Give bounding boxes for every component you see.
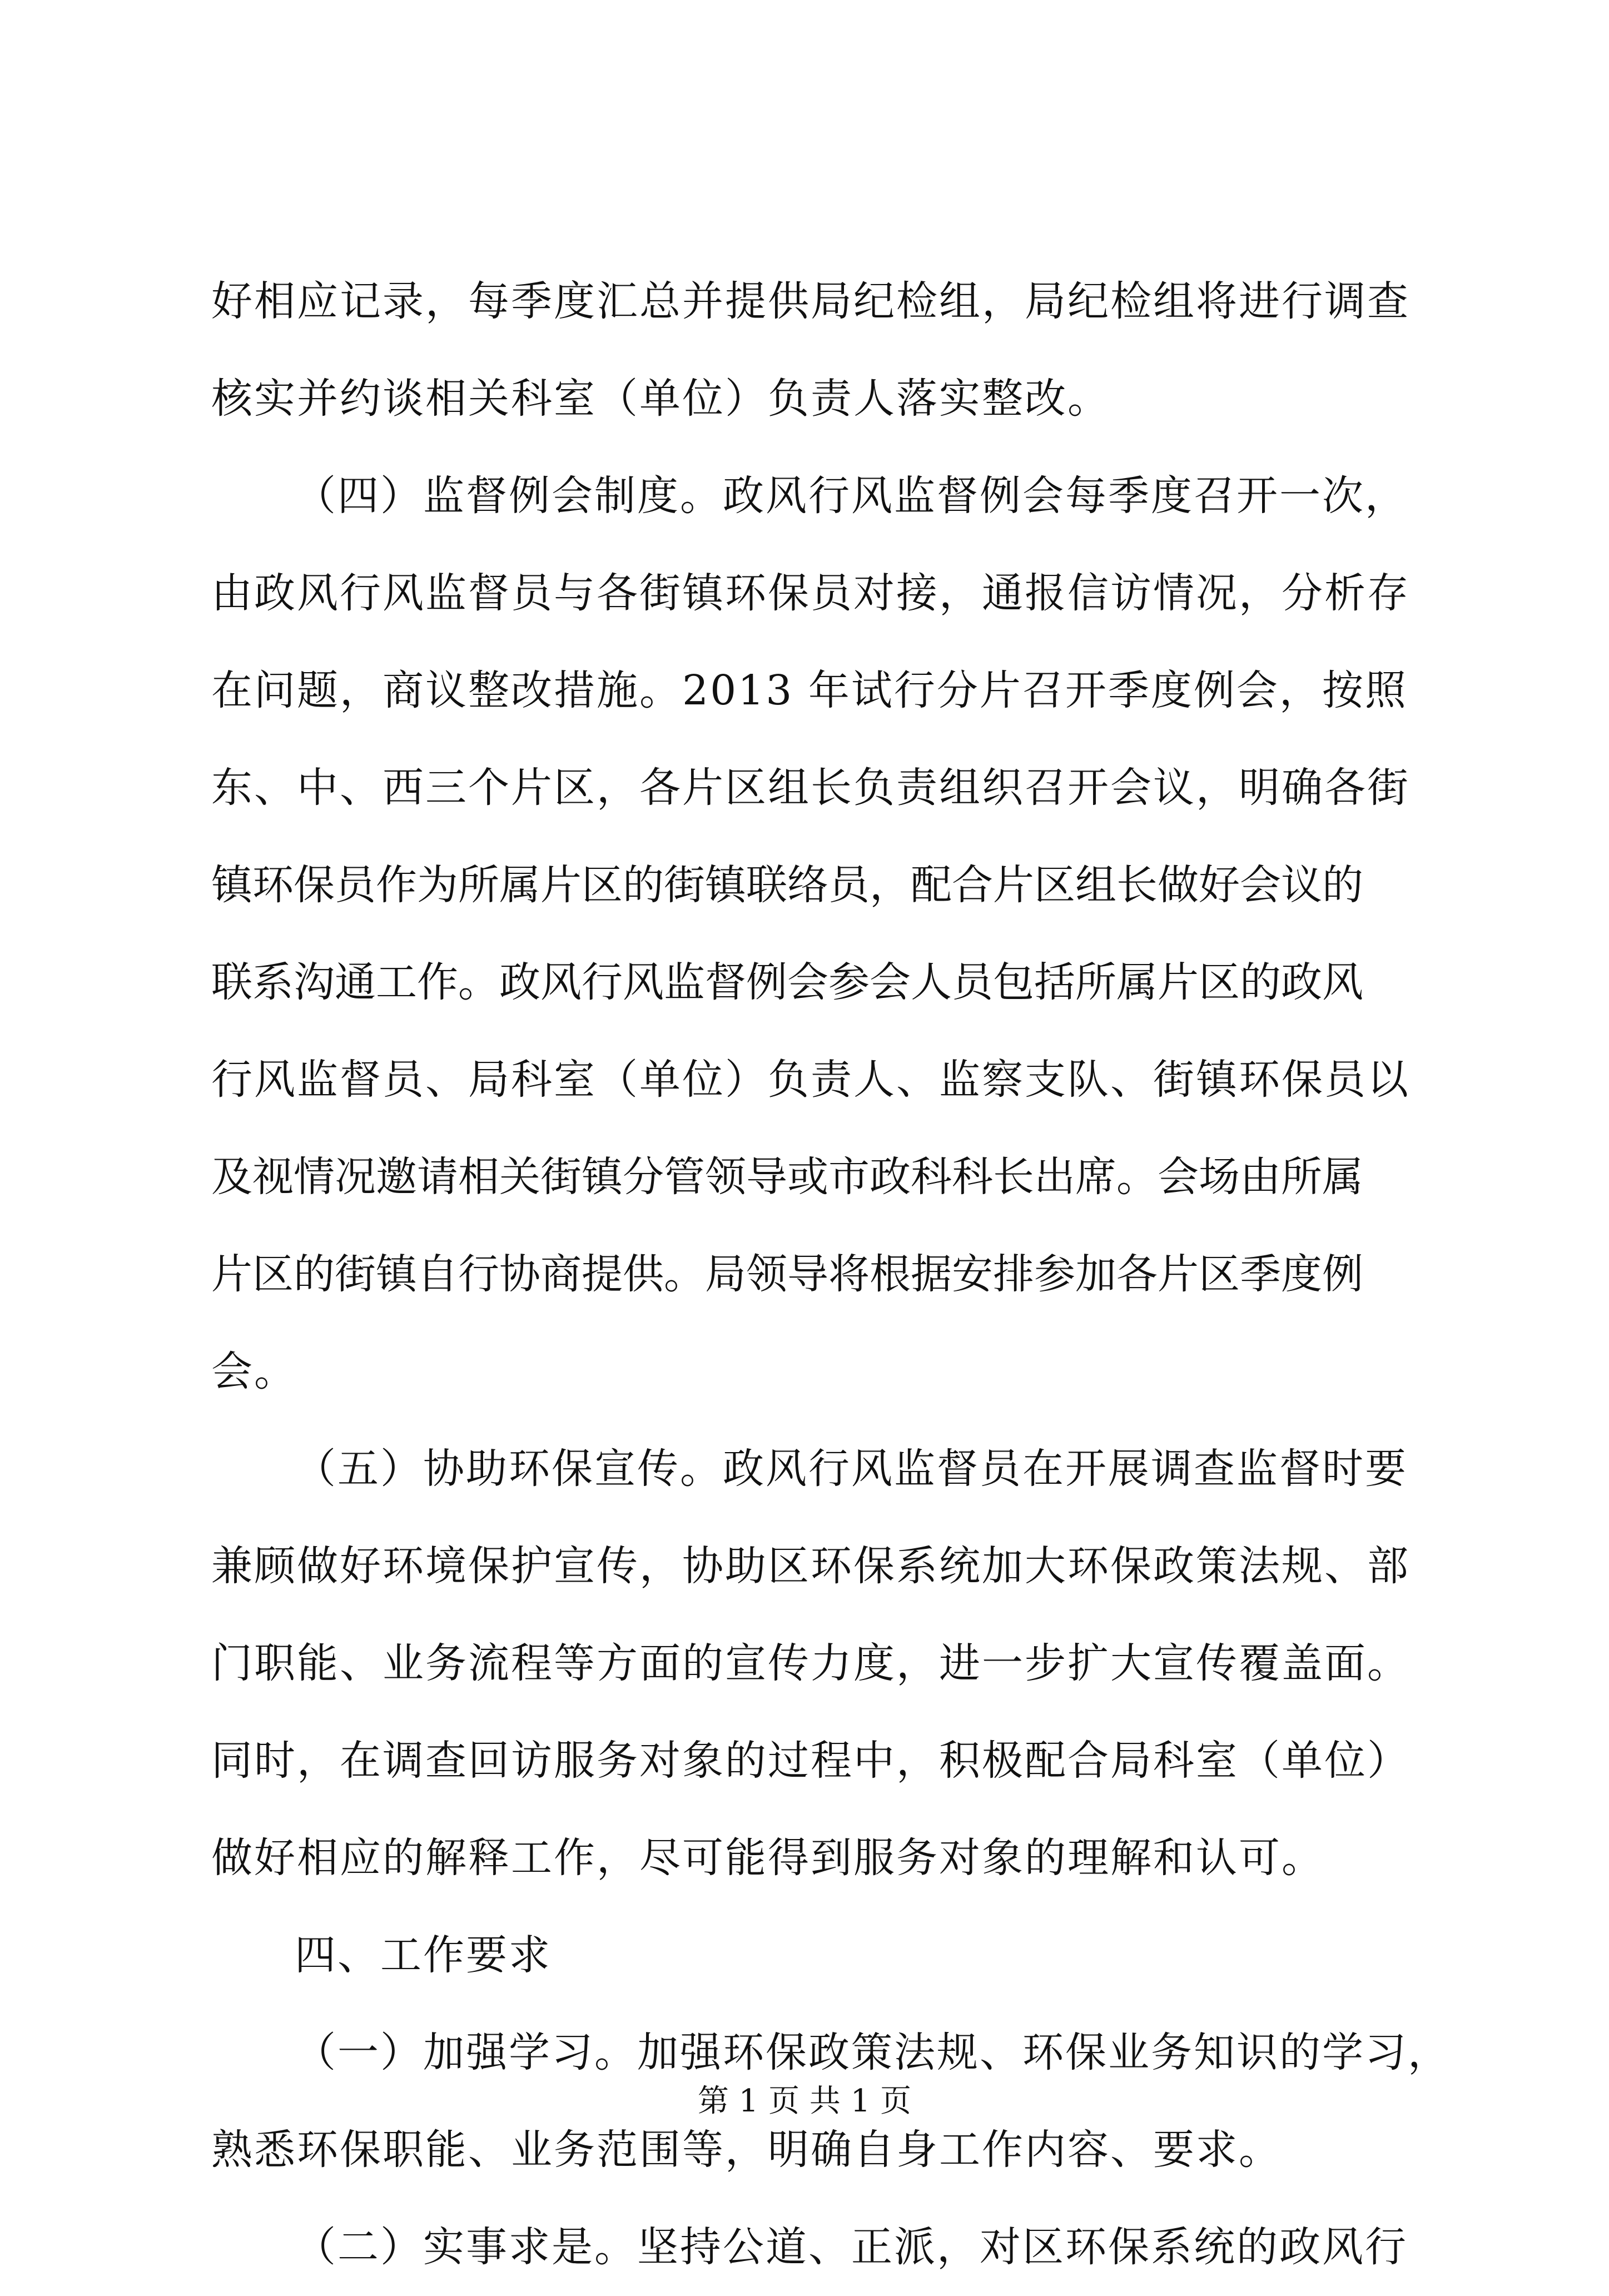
text-line: 兼顾做好环境保护宣传，协助区环保系统加大环保政策法规、部	[211, 1542, 1410, 1590]
text-line: 门职能、业务流程等方面的宣传力度，进一步扩大宣传覆盖面。	[211, 1639, 1410, 1687]
text-line: 同时，在调查回访服务对象的过程中，积极配合局科室（单位）	[211, 1737, 1410, 1785]
text-line: （五）协助环保宣传。政风行风监督员在开展调查监督时要	[295, 1445, 1408, 1493]
text-line: （二）实事求是。坚持公道、正派，对区环保系统的政风行	[295, 2223, 1408, 2271]
text-line: 镇环保员作为所属片区的街镇联络员，配合片区组长做好会议的	[211, 861, 1363, 909]
text-line: （一）加强学习。加强环保政策法规、环保业务知识的学习，	[295, 2029, 1451, 2076]
text-line: 好相应记录，每季度汇总并提供局纪检组，局纪检组将进行调查	[211, 277, 1410, 325]
section-heading: 四、工作要求	[295, 1931, 552, 1979]
page-footer	[0, 2079, 1609, 2124]
text-line: 及视情况邀请相关街镇分管领导或市政科科长出席。会场由所属	[211, 1153, 1363, 1201]
text-line: 会。	[211, 1348, 297, 1395]
text-line: 熟悉环保职能、业务范围等，明确自身工作内容、要求。	[211, 2126, 1282, 2174]
text-line: 在问题，商议整改措施。2013 年试行分片召开季度例会，按照	[211, 667, 1408, 714]
text-line: 行风监督员、局科室（单位）负责人、监察支队、街镇环保员以	[211, 1056, 1410, 1104]
text-line: 东、中、西三个片区，各片区组长负责组织召开会议，明确各街	[211, 764, 1410, 812]
text-line: 片区的街镇自行协商提供。局领导将根据安排参加各片区季度例	[211, 1250, 1363, 1298]
page-number-label: 第 1 页 共 1 页	[697, 2083, 912, 2119]
document-body	[211, 253, 1451, 2296]
text-line: 核实并约谈相关科室（单位）负责人落实整改。	[211, 375, 1110, 423]
text-line: （四）监督例会制度。政风行风监督例会每季度召开一次，	[295, 472, 1408, 520]
text-line: 做好相应的解释工作，尽可能得到服务对象的理解和认可。	[211, 1834, 1324, 1882]
text-line: 联系沟通工作。政风行风监督例会参会人员包括所属片区的政风	[211, 958, 1363, 1006]
text-line: 由政风行风监督员与各街镇环保员对接，通报信访情况，分析存	[211, 569, 1410, 617]
